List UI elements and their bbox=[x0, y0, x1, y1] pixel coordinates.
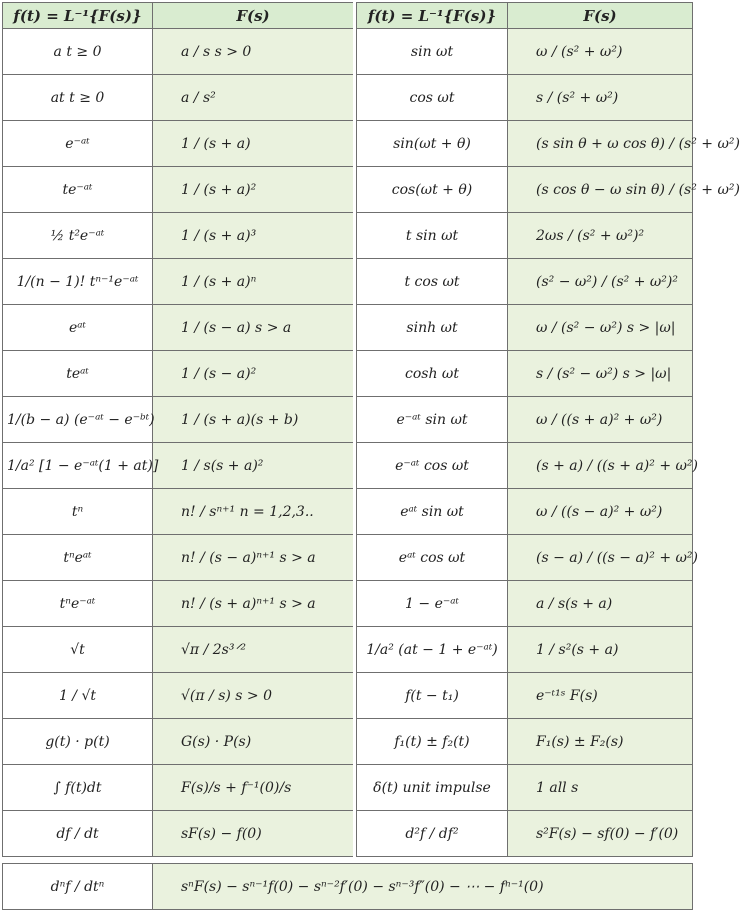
table-row bbox=[357, 719, 693, 765]
table-row bbox=[357, 75, 693, 121]
left-fs-cell: √π / 2s³ᐟ² bbox=[153, 627, 354, 673]
right-ft-cell: 1/a² (at − 1 + e⁻ᵃᵗ) bbox=[357, 627, 508, 673]
right-ft-cell: t sin ωt bbox=[357, 213, 508, 259]
table-row bbox=[3, 213, 354, 259]
table-row bbox=[3, 351, 354, 397]
table-row bbox=[3, 75, 354, 121]
bottom-row bbox=[3, 864, 693, 910]
right-fs-cell: a / s(s + a) bbox=[508, 581, 693, 627]
table-row bbox=[357, 765, 693, 811]
left-fs-cell: F(s)/s + f⁻¹(0)/s bbox=[153, 765, 354, 811]
right-fs-cell: 1 / s²(s + a) bbox=[508, 627, 693, 673]
left-fs-cell: n! / (s − a)ⁿ⁺¹ s > a bbox=[153, 535, 354, 581]
table-row bbox=[3, 581, 354, 627]
left-ft-cell: te⁻ᵃᵗ bbox=[3, 167, 153, 213]
right-ft-cell: 1 − e⁻ᵃᵗ bbox=[357, 581, 508, 627]
right-fs-cell: (s cos θ − ω sin θ) / (s² + ω²) bbox=[508, 167, 693, 213]
left-fs-cell: 1 / (s + a)² bbox=[153, 167, 354, 213]
left-ft-cell: ½ t²e⁻ᵃᵗ bbox=[3, 213, 153, 259]
right-ft-cell: f(t − t₁) bbox=[357, 673, 508, 719]
left-fs-cell: a / s s > 0 bbox=[153, 29, 354, 75]
right-ft-cell: cos(ωt + θ) bbox=[357, 167, 508, 213]
left-ft-cell: tⁿ bbox=[3, 489, 153, 535]
left-fs-cell: 1 / (s − a) s > a bbox=[153, 305, 354, 351]
left-fs-cell: n! / sⁿ⁺¹ n = 1,2,3.. bbox=[153, 489, 354, 535]
right-ft-cell: sin ωt bbox=[357, 29, 508, 75]
right-fs-cell: 2ωs / (s² + ω²)² bbox=[508, 213, 693, 259]
table-row bbox=[3, 259, 354, 305]
table-row bbox=[3, 121, 354, 167]
header-fs-right: F(s) bbox=[508, 3, 693, 29]
left-ft-cell: 1 / √t bbox=[3, 673, 153, 719]
header-ft-left: f(t) = L⁻¹{F(s)} bbox=[3, 3, 153, 29]
laplace-table-left bbox=[2, 2, 354, 857]
left-ft-cell: 1/(b − a) (e⁻ᵃᵗ − e⁻ᵇᵗ) bbox=[3, 397, 153, 443]
right-fs-cell: (s² − ω²) / (s² + ω²)² bbox=[508, 259, 693, 305]
left-fs-cell: n! / (s + a)ⁿ⁺¹ s > a bbox=[153, 581, 354, 627]
header-fs-left: F(s) bbox=[153, 3, 354, 29]
right-ft-cell: δ(t) unit impulse bbox=[357, 765, 508, 811]
table-row bbox=[357, 213, 693, 259]
table-row bbox=[3, 719, 354, 765]
right-ft-cell: t cos ωt bbox=[357, 259, 508, 305]
table-row bbox=[357, 581, 693, 627]
left-fs-cell: 1 / (s + a)(s + b) bbox=[153, 397, 354, 443]
left-fs-cell: 1 / (s + a) bbox=[153, 121, 354, 167]
right-fs-cell: s²F(s) − sf(0) − f′(0) bbox=[508, 811, 693, 857]
right-ft-cell: d²f / df² bbox=[357, 811, 508, 857]
header-row-right bbox=[357, 3, 693, 29]
table-row bbox=[357, 811, 693, 857]
right-fs-cell: ω / (s² + ω²) bbox=[508, 29, 693, 75]
right-fs-cell: s / (s² + ω²) bbox=[508, 75, 693, 121]
table-row bbox=[3, 673, 354, 719]
table-row bbox=[357, 489, 693, 535]
table-row bbox=[3, 305, 354, 351]
right-fs-cell: s / (s² − ω²) s > |ω| bbox=[508, 351, 693, 397]
table-row bbox=[357, 673, 693, 719]
table-row bbox=[357, 167, 693, 213]
right-ft-cell: sin(ωt + θ) bbox=[357, 121, 508, 167]
table-row bbox=[357, 443, 693, 489]
table-row bbox=[3, 397, 354, 443]
left-fs-cell: 1 / (s − a)² bbox=[153, 351, 354, 397]
left-ft-cell: e⁻ᵃᵗ bbox=[3, 121, 153, 167]
right-ft-cell: cos ωt bbox=[357, 75, 508, 121]
left-fs-cell: 1 / (s + a)ⁿ bbox=[153, 259, 354, 305]
table-row bbox=[3, 489, 354, 535]
table-row bbox=[357, 305, 693, 351]
table-row bbox=[357, 397, 693, 443]
laplace-table-bottom bbox=[2, 863, 693, 910]
left-ft-cell: √t bbox=[3, 627, 153, 673]
table-row bbox=[3, 29, 354, 75]
table-row bbox=[357, 627, 693, 673]
left-fs-cell: 1 / (s + a)³ bbox=[153, 213, 354, 259]
right-ft-cell: eᵃᵗ cos ωt bbox=[357, 535, 508, 581]
right-fs-cell: (s + a) / ((s + a)² + ω²) bbox=[508, 443, 693, 489]
right-fs-cell: ω / (s² − ω²) s > |ω| bbox=[508, 305, 693, 351]
header-row-left bbox=[3, 3, 354, 29]
right-fs-cell: 1 all s bbox=[508, 765, 693, 811]
right-ft-cell: e⁻ᵃᵗ sin ωt bbox=[357, 397, 508, 443]
table-row bbox=[3, 765, 354, 811]
table-row bbox=[357, 535, 693, 581]
table-row bbox=[3, 167, 354, 213]
table-row bbox=[357, 259, 693, 305]
left-ft-cell: ∫ f(t)dt bbox=[3, 765, 153, 811]
left-ft-cell: at t ≥ 0 bbox=[3, 75, 153, 121]
right-fs-cell: e⁻ᵗ¹ˢ F(s) bbox=[508, 673, 693, 719]
right-ft-cell: eᵃᵗ sin ωt bbox=[357, 489, 508, 535]
table-row bbox=[3, 535, 354, 581]
right-fs-cell: (s − a) / ((s − a)² + ω²) bbox=[508, 535, 693, 581]
left-fs-cell: sF(s) − f(0) bbox=[153, 811, 354, 857]
left-ft-cell: tⁿeᵃᵗ bbox=[3, 535, 153, 581]
left-ft-cell: df / dt bbox=[3, 811, 153, 857]
right-fs-cell: ω / ((s − a)² + ω²) bbox=[508, 489, 693, 535]
header-ft-right: f(t) = L⁻¹{F(s)} bbox=[357, 3, 508, 29]
bottom-fs-cell: sⁿF(s) − sⁿ⁻¹f(0) − sⁿ⁻²f′(0) − sⁿ⁻³f″(0) − ⋯ − fⁿ⁻¹(0) bbox=[153, 864, 693, 910]
bottom-ft-cell: dⁿf / dtⁿ bbox=[3, 864, 153, 910]
left-ft-cell: eᵃᵗ bbox=[3, 305, 153, 351]
right-ft-cell: cosh ωt bbox=[357, 351, 508, 397]
right-ft-cell: sinh ωt bbox=[357, 305, 508, 351]
table-row bbox=[357, 351, 693, 397]
left-fs-cell: 1 / s(s + a)² bbox=[153, 443, 354, 489]
right-fs-cell: F₁(s) ± F₂(s) bbox=[508, 719, 693, 765]
left-ft-cell: tⁿe⁻ᵃᵗ bbox=[3, 581, 153, 627]
table-row bbox=[3, 811, 354, 857]
left-ft-cell: a t ≥ 0 bbox=[3, 29, 153, 75]
left-fs-cell: a / s² bbox=[153, 75, 354, 121]
left-fs-cell: G(s) · P(s) bbox=[153, 719, 354, 765]
left-fs-cell: √(π / s) s > 0 bbox=[153, 673, 354, 719]
right-ft-cell: e⁻ᵃᵗ cos ωt bbox=[357, 443, 508, 489]
left-ft-cell: 1/(n − 1)! tⁿ⁻¹e⁻ᵃᵗ bbox=[3, 259, 153, 305]
left-ft-cell: g(t) · p(t) bbox=[3, 719, 153, 765]
table-row bbox=[357, 29, 693, 75]
right-ft-cell: f₁(t) ± f₂(t) bbox=[357, 719, 508, 765]
right-fs-cell: (s sin θ + ω cos θ) / (s² + ω²) bbox=[508, 121, 693, 167]
right-fs-cell: ω / ((s + a)² + ω²) bbox=[508, 397, 693, 443]
table-row bbox=[3, 627, 354, 673]
table-row bbox=[357, 121, 693, 167]
left-ft-cell: 1/a² [1 − e⁻ᵃᵗ(1 + at)] bbox=[3, 443, 153, 489]
laplace-table-right bbox=[356, 2, 740, 857]
table-row bbox=[3, 443, 354, 489]
left-ft-cell: teᵃᵗ bbox=[3, 351, 153, 397]
